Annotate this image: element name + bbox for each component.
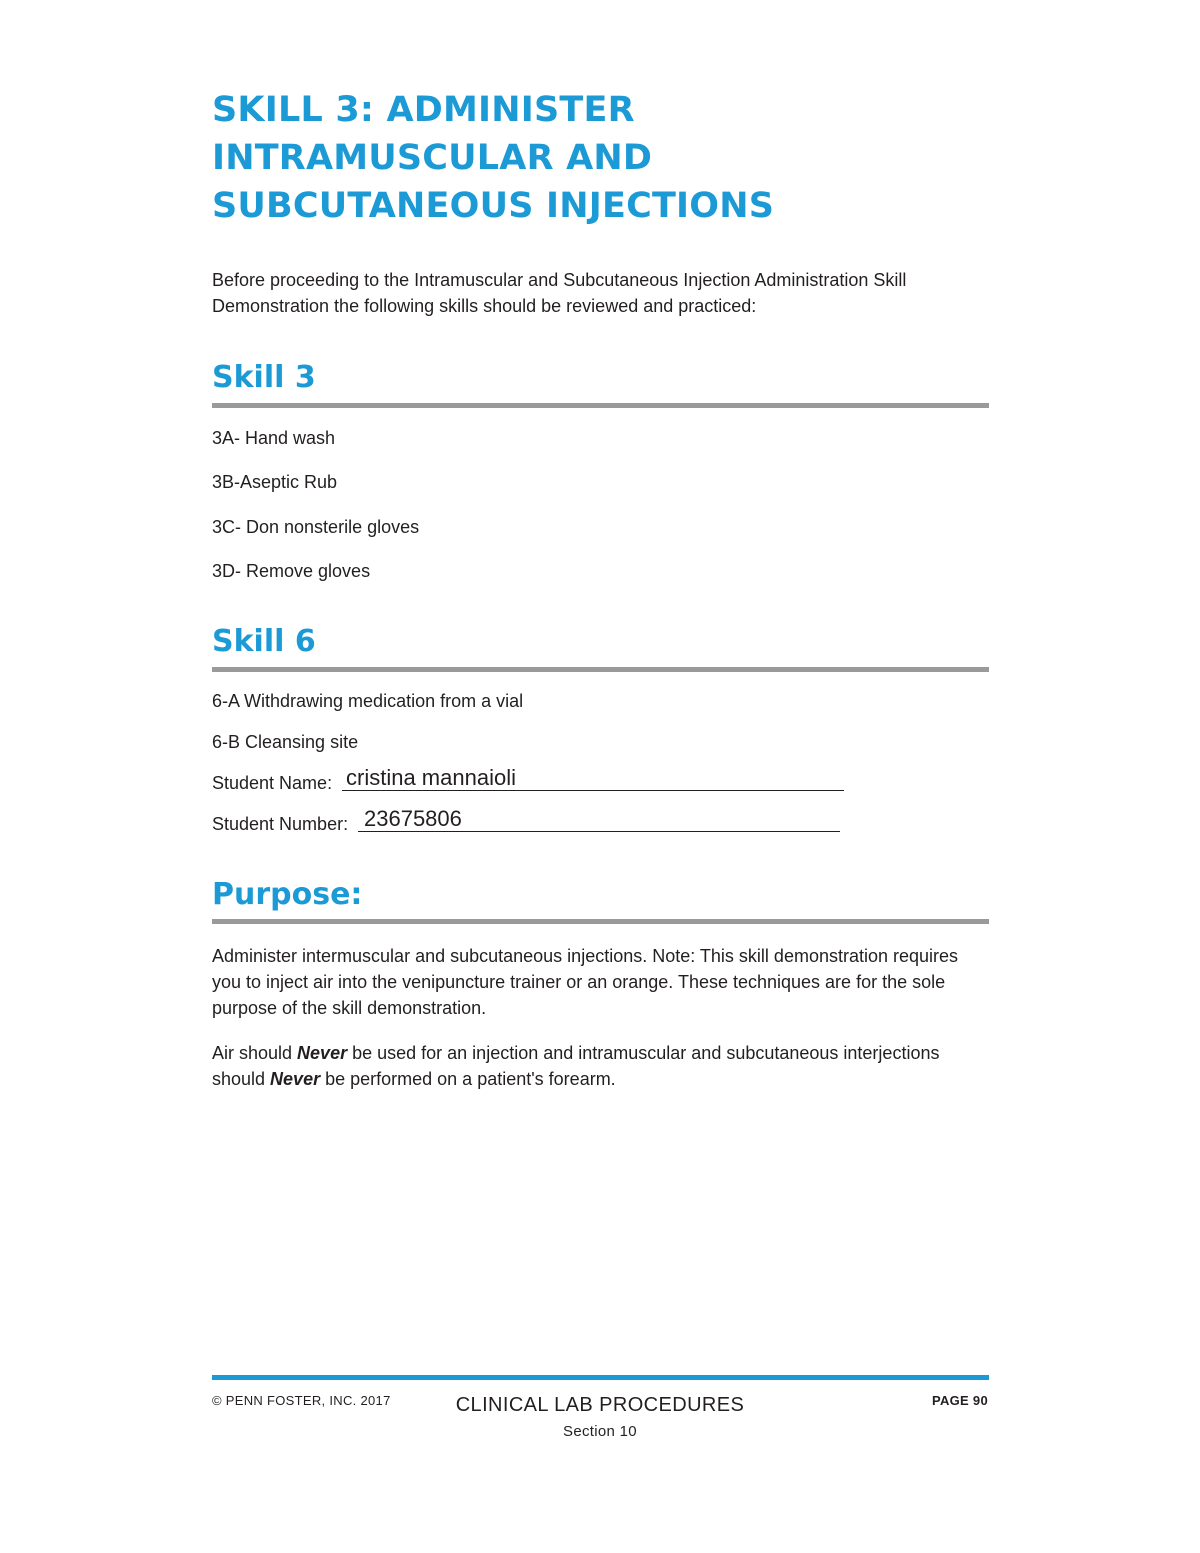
title-line: SKILL 3: ADMINISTER (212, 90, 635, 130)
student-name-field[interactable]: cristina mannaioli (346, 765, 516, 790)
footer-section: Section 10 (563, 1423, 637, 1440)
skill-item: 6-A Withdrawing medication from a vial (212, 691, 524, 711)
skill-item: 3D- Remove gloves (212, 561, 371, 581)
text-run: Air should (212, 1043, 298, 1063)
purpose-heading: Purpose: (212, 877, 363, 912)
section-divider (212, 919, 989, 924)
page-title (212, 86, 992, 230)
intro-paragraph: Before proceeding to the Intramuscular and Subcutaneous Injection Administration Skill Demonstration the following skills should be reviewed and practiced: (212, 270, 907, 316)
footer-course-title: CLINICAL LAB PROCEDURES (455, 1394, 745, 1416)
section-divider (212, 667, 989, 672)
student-number-field[interactable]: 23675806 (364, 806, 462, 831)
text-run: be performed on a patient's forearm. (320, 1069, 616, 1089)
emphasis-never: Never (270, 1069, 321, 1089)
purpose-paragraph: Administer intermuscular and subcutaneous injections. Note: This skill demonstration requires you to inject air into the venipuncture trainer or an orange. These techniques are for the sole purpose of the skill demonstration. (212, 946, 959, 1018)
emphasis-never: Never (297, 1043, 348, 1063)
skill-item: 3B-Aseptic Rub (212, 472, 338, 492)
footer-page-number: PAGE 90 (931, 1393, 988, 1408)
section-divider (212, 403, 989, 408)
text-run: be used for an injection and intramuscular and subcutaneous interjections should (212, 1043, 940, 1089)
title-line: INTRAMUSCULAR AND (212, 138, 653, 178)
student-name-label: Student Name: (212, 773, 333, 793)
skill-item: 3C- Don nonsterile gloves (212, 517, 420, 537)
warning-paragraph (212, 1040, 992, 1092)
skill-6-heading: Skill 6 (212, 624, 316, 659)
footer-divider (212, 1375, 989, 1380)
footer-copyright: © PENN FOSTER, INC. 2017 (212, 1393, 391, 1408)
skill-item: 6-B Cleansing site (212, 732, 359, 752)
student-number-label: Student Number: (212, 814, 349, 834)
skill-3-heading: Skill 3 (212, 360, 316, 395)
title-line: SUBCUTANEOUS INJECTIONS (212, 186, 775, 226)
skill-item: 3A- Hand wash (212, 428, 336, 448)
